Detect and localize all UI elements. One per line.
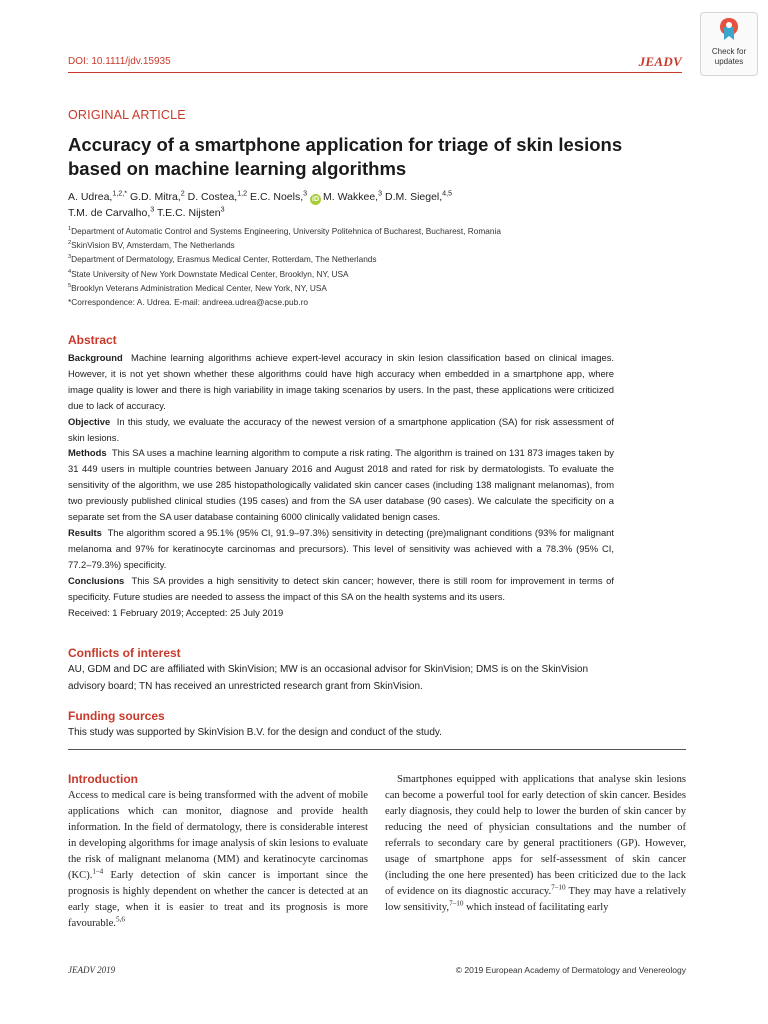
author-affil-ref: 4,5 [442, 189, 453, 198]
affiliation: $^1$Department of Automatic Control and Systems Engineering, University Politehnica of Bucharest, Bucharest, Romania [68, 226, 501, 236]
header-rule [68, 72, 682, 73]
author-name: T.M. de Carvalho, [68, 207, 151, 219]
author-name: E.C. Noels, [250, 191, 304, 203]
journal-name: JEADV [638, 54, 682, 69]
article-title: Accuracy of a smartphone application for triage of skin lesions based on machine learning algorithms [68, 134, 623, 179]
abstract-objective: Objective In this study, we evaluate the accuracy of the newest version of a smartphone application (SA) for risk assessment of skin lesions. [68, 415, 614, 443]
citation[interactable]: 7–10 [449, 899, 464, 908]
footer-journal: JEADV 2019 [68, 965, 116, 975]
badge-label-1: Check for [711, 47, 747, 56]
author-affil-ref: 2 [180, 189, 185, 198]
affiliation: $^4$State University of New York Downstate Medical Center, Brooklyn, NY, USA [68, 268, 349, 279]
citation[interactable]: 1–4 [92, 867, 104, 876]
funding-text: This study was supported by SkinVision B.V. for the design and conduct of the study. [68, 727, 442, 738]
abstract-results: Results The algorithm scored a 95.1% (95% CI, 91.9–97.3%) sensitivity in detecting (pre)malignant conditions (93% for malignant melanoma and 97% for keratinocyte carcinomas and precursors). This level of sensitivity was achieved with a 78.3% (95% CI, 77.2–79.3%) specificity. [68, 526, 614, 570]
abstract-methods: Methods This SA uses a machine learning algorithm to compute a risk rating. The algorithm is trained on 131 873 images taken by 31 449 users in multiple countries between January 2016 and August 2018 and rated for risk by dermatologists. To evaluate the sensitivity of the algorithm, we use 285 histopathologically validated skin cancer cases (including 138 malignant melanomas), from two previously published clinical studies (195 cases) and from the SA user database (90 cases). We calculate the specificity on a separate set from the SA user database containing 6000 clinically validated benign cases. [68, 447, 614, 523]
abstract-body [68, 350, 614, 620]
correspondence: *Correspondence: A. Udrea. E-mail: andreea.udrea@acse.pub.ro [68, 297, 308, 308]
affiliation: $^5$Brooklyn Veterans Administration Medical Center, New York, NY, USA [68, 282, 327, 293]
author-name: G.D. Mitra, [129, 191, 181, 203]
received-date: Received: 1 February 2019; Accepted: 25 July 2019 [68, 606, 284, 618]
article-type: ORIGINAL ARTICLE [68, 108, 186, 122]
footer-copyright: © 2019 European Academy of Dermatology and Venereology [455, 965, 686, 975]
author-name: T.E.C. Nijsten [157, 207, 221, 219]
intro-column-left: Access to medical care is being transformed with the advent of mobile applications which can monitor, diagnose and provide health information. In the field of dermatology, there is considerable interest in developing algorithms for image analysis of skin lesions to evaluate the risk of malignant melanoma (MM) and keratinocyte carcinomas (KC).$^{1-4}$ Early detection of skin cancer is important since the prognosis is highly dependent on whether the cancer is detected at an early stage, when it is easier to treat and its prognosis is more favourable.$^{5,6}$ [68, 790, 368, 929]
conflicts-heading: Conflicts of interest [68, 646, 181, 660]
author-affil-ref: 1,2,* [112, 189, 128, 198]
crossmark-icon [718, 17, 740, 41]
affiliation: $^3$Department of Dermatology, Erasmus Medical Center, Rotterdam, The Netherlands [68, 254, 377, 265]
affiliation: $^2$SkinVision BV, Amsterdam, The Netherlands [68, 240, 235, 251]
intro-column-right: Smartphones equipped with applications that analyse skin lesions can become a powerful tool for early detection of skin cancer. Besides early diagnosis, they could help to lower the burden of skin cancer by reducing the need of physician consultations and the number of referrals to secondary care by general practitioners (GP). However, usage of smartphone apps for self-assessment of skin cancer (including the one here presented) has been criticized due to the lack of evidence on its diagnostic accuracy.$^{7-10}$ They may have a relatively low sensitivity,$^{7-10}$ which instead of facilitating early [385, 774, 686, 913]
author-name: D. Costea, [187, 191, 238, 203]
check-for-updates-badge[interactable] [700, 12, 758, 76]
badge-label-2: updates [714, 57, 744, 66]
author-affil-ref: 3 [378, 189, 383, 198]
author-affil-ref: 3 [220, 205, 225, 214]
section-divider [68, 749, 686, 750]
abstract-background: Background Machine learning algorithms achieve expert-level accuracy in skin lesion classification based on clinical images. However, it is not yet shown whether these algorithms could have high accuracy when embedded in a smartphone app, where image quality is lower and there is high variability in image taking scenarios by users. In the past, these applications were criticized due to lack of accuracy. [68, 352, 614, 411]
author-affil-ref: 3 [303, 189, 308, 198]
abstract-conclusions: Conclusions This SA provides a high sensitivity to detect skin cancer; however, there is still room for improvement in terms of specificity. Future studies are needed to assess the impact of this SA on the health systems and its users. [68, 574, 614, 602]
citation[interactable]: 5,6 [115, 915, 125, 924]
author-name: D.M. Siegel, [384, 191, 443, 203]
funding-heading: Funding sources [68, 709, 165, 723]
author-name: M. Wakkee, [323, 191, 379, 203]
doi-link[interactable]: DOI: 10.1111/jdv.15935 [68, 56, 171, 67]
orcid-icon[interactable]: iD [312, 196, 320, 203]
affiliations [68, 224, 628, 309]
author-name: A. Udrea, [68, 191, 113, 203]
abstract-heading: Abstract [68, 333, 117, 347]
conflicts-text: AU, GDM and DC are affiliated with SkinVision; MW is an occasional advisor for SkinVision; DMS is on the SkinVision advisory board; TN has received an unrestricted research grant from SkinVision. [68, 664, 589, 692]
author-affil-ref: 1,2 [237, 189, 248, 198]
author-list [68, 189, 628, 221]
author-affil-ref: 3 [150, 205, 155, 214]
citation[interactable]: 7–10 [551, 883, 566, 892]
introduction-heading: Introduction [68, 772, 138, 786]
